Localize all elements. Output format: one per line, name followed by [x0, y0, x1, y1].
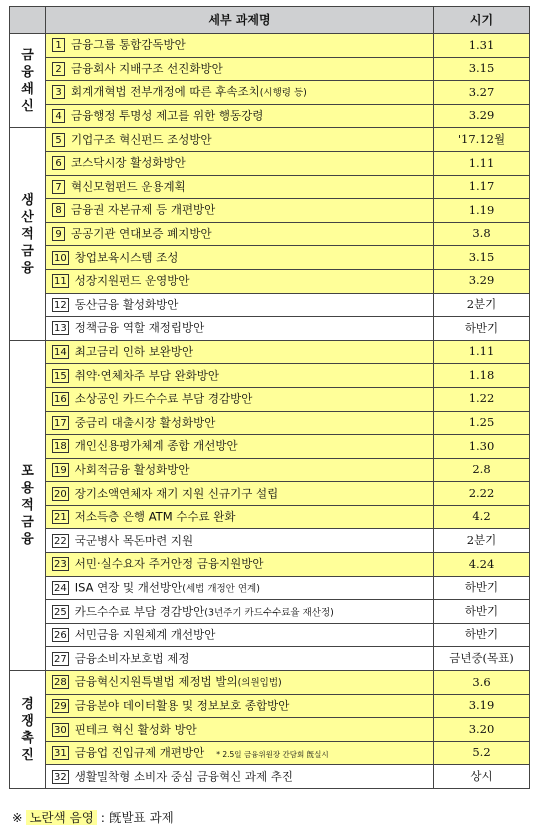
timing-cell: 3.15: [434, 246, 530, 270]
timing-cell: 1.30: [434, 435, 530, 459]
table-row: [10, 435, 530, 459]
task-number: 32: [54, 771, 67, 783]
timing-cell: 3.20: [434, 718, 530, 742]
task-number: 18: [54, 441, 67, 453]
timing-cell: 3.15: [434, 57, 530, 81]
table-row: [10, 505, 530, 529]
task-name: 동산금융 활성화방안: [74, 297, 179, 312]
task-cell: [46, 81, 434, 105]
task-cell: [46, 435, 434, 459]
task-cell: [46, 600, 434, 624]
timing-cell: 1.11: [434, 151, 530, 175]
task-cell: [46, 364, 434, 388]
table-row: [10, 458, 530, 482]
table-row: [10, 600, 530, 624]
task-number: 15: [54, 370, 67, 382]
footnote-highlight-legend: 노란색 음영: [26, 810, 96, 825]
task-cell: [46, 128, 434, 152]
timing-cell: 3.27: [434, 81, 530, 105]
table-row: [10, 317, 530, 341]
task-note: (3년주기 카드수수료율 재산정): [204, 607, 334, 619]
timing-cell: 금년중(목표): [434, 647, 530, 671]
task-number: 30: [54, 724, 67, 736]
task-cell: [46, 505, 434, 529]
task-cell: [46, 293, 434, 317]
table-row: [10, 647, 530, 671]
timing-cell: 3.6: [434, 671, 530, 695]
task-name: 창업보육시스템 조성: [74, 250, 179, 265]
table-row: [10, 364, 530, 388]
task-cell: [46, 175, 434, 199]
task-name: 금융소비자보호법 제정: [74, 651, 190, 666]
timing-cell: 1.11: [434, 340, 530, 364]
timing-cell: 2분기: [434, 293, 530, 317]
task-number: 27: [54, 653, 67, 665]
task-name: 금융분야 데이터활용 및 정보보호 종합방안: [74, 698, 290, 713]
task-name: 개인신용평가체계 종합 개선방안: [74, 438, 238, 453]
table-row: [10, 623, 530, 647]
timing-cell: 4.24: [434, 553, 530, 577]
task-number: 5: [52, 133, 65, 147]
timing-cell: 2.22: [434, 482, 530, 506]
table-row: [10, 81, 530, 105]
task-cell: [46, 246, 434, 270]
task-name: 장기소액연체자 재기 지원 신규기구 설립: [74, 486, 279, 501]
table-row: [10, 269, 530, 293]
table-row: [10, 175, 530, 199]
task-number: 13: [54, 323, 67, 335]
task-annotation: * 2.5일 금융위원장 간담회 旣실시: [216, 749, 329, 759]
table-row: [10, 529, 530, 553]
table-row: [10, 222, 530, 246]
timing-cell: '17.12월: [434, 128, 530, 152]
timing-cell: 1.25: [434, 411, 530, 435]
table-row: [10, 482, 530, 506]
task-name: 금융혁신지원특별법 제정법 발의: [74, 674, 238, 689]
task-number: 17: [54, 417, 67, 429]
task-cell: [46, 340, 434, 364]
task-number: 20: [54, 488, 67, 500]
task-number: 14: [54, 347, 67, 359]
timing-cell: 하반기: [434, 600, 530, 624]
task-number: 19: [54, 464, 67, 476]
task-table: [9, 6, 530, 789]
task-number: 1: [52, 38, 65, 52]
task-cell: [46, 741, 434, 765]
timing-cell: 1.22: [434, 387, 530, 411]
task-number: 21: [54, 512, 67, 524]
task-number: 3: [52, 85, 65, 99]
task-cell: [46, 151, 434, 175]
group-label-text: 생산적금융: [21, 192, 34, 276]
table-row: [10, 576, 530, 600]
table-row: [10, 57, 530, 81]
task-number: 4: [52, 109, 65, 123]
table-row: [10, 694, 530, 718]
task-name: 회계개혁법 전부개정에 따른 후속조치: [71, 84, 260, 99]
table-header-row: [10, 7, 530, 34]
table-row: [10, 246, 530, 270]
task-name: 금융업 진입규제 개편방안: [74, 745, 205, 760]
task-number: 8: [52, 203, 65, 217]
timing-cell: 3.8: [434, 222, 530, 246]
task-cell: [46, 647, 434, 671]
task-name: 금융그룹 통합감독방안: [71, 37, 186, 52]
timing-cell: 1.18: [434, 364, 530, 388]
task-name: 기업구조 혁신펀드 조성방안: [71, 132, 212, 147]
footnote-suffix: : 旣발표 과제: [96, 810, 174, 825]
table-row: [10, 293, 530, 317]
timing-cell: 하반기: [434, 576, 530, 600]
task-name: 서민금융 지원체계 개선방안: [74, 627, 216, 642]
task-name: 금융행정 투명성 제고를 위한 행동강령: [71, 108, 264, 123]
timing-cell: 3.19: [434, 694, 530, 718]
task-cell: [46, 104, 434, 128]
task-name: 공공기관 연대보증 폐지방안: [71, 226, 212, 241]
header-task: 세부 과제명: [46, 7, 434, 34]
task-number: 6: [52, 156, 65, 170]
task-number: 7: [52, 180, 65, 194]
table-row: [10, 765, 530, 789]
timing-cell: 1.31: [434, 34, 530, 58]
task-name: 카드수수료 부담 경감방안: [74, 604, 205, 619]
task-cell: [46, 529, 434, 553]
task-name: 혁신모험펀드 운용계획: [71, 179, 186, 194]
task-cell: [46, 694, 434, 718]
task-name: 금융권 자본규제 등 개편방안: [71, 202, 216, 217]
task-name: 최고금리 인하 보완방안: [74, 344, 194, 359]
task-cell: [46, 671, 434, 695]
task-name: 생활밀착형 소비자 중심 금융혁신 과제 추진: [74, 769, 293, 784]
timing-cell: 4.2: [434, 505, 530, 529]
task-note: (의원입법): [237, 677, 282, 689]
task-number: 16: [54, 394, 67, 406]
task-cell: [46, 718, 434, 742]
task-table-container: [9, 6, 529, 789]
group-label-text: 금융쇄신: [21, 47, 34, 114]
task-cell: [46, 199, 434, 223]
task-number: 22: [54, 535, 67, 547]
timing-cell: 1.17: [434, 175, 530, 199]
table-row: [10, 671, 530, 695]
group-label: [10, 340, 46, 670]
timing-cell: 5.2: [434, 741, 530, 765]
task-number: 26: [54, 630, 67, 642]
task-name: 서민·실수요자 주거안정 금융지원방안: [74, 556, 264, 571]
timing-cell: 하반기: [434, 623, 530, 647]
task-note: (세법 개정안 연계): [182, 583, 260, 595]
task-name: 사회적금융 활성화방안: [74, 462, 190, 477]
task-note: (시행령 등): [259, 87, 307, 99]
task-name: 저소득층 은행 ATM 수수료 완화: [74, 509, 236, 524]
task-cell: [46, 411, 434, 435]
table-row: [10, 128, 530, 152]
task-number: 29: [54, 700, 67, 712]
timing-cell: 1.19: [434, 199, 530, 223]
table-row: [10, 553, 530, 577]
task-cell: [46, 387, 434, 411]
table-row: [10, 34, 530, 58]
task-number: 31: [54, 748, 67, 760]
task-cell: [46, 765, 434, 789]
task-cell: [46, 222, 434, 246]
footnote-prefix: ※: [12, 810, 27, 825]
task-cell: [46, 482, 434, 506]
task-name: 금융회사 지배구조 선진화방안: [71, 61, 223, 76]
group-label: [10, 671, 46, 789]
task-number: 11: [54, 276, 67, 288]
task-name: 핀테크 혁신 활성화 방안: [74, 722, 197, 737]
timing-cell: 3.29: [434, 104, 530, 128]
task-number: 28: [54, 677, 67, 689]
task-cell: [46, 34, 434, 58]
task-number: 12: [54, 299, 67, 311]
task-number: 9: [52, 227, 65, 241]
footnote: [12, 808, 174, 826]
task-cell: [46, 57, 434, 81]
group-label: [10, 128, 46, 340]
header-group-cell: [10, 7, 46, 34]
task-number: 2: [52, 62, 65, 76]
table-row: [10, 718, 530, 742]
table-row: [10, 387, 530, 411]
table-row: [10, 741, 530, 765]
table-body: [10, 34, 530, 789]
timing-cell: 상시: [434, 765, 530, 789]
task-name: 성장지원펀드 운영방안: [74, 273, 190, 288]
task-name: ISA 연장 및 개선방안: [74, 580, 183, 595]
task-cell: [46, 269, 434, 293]
timing-cell: 3.29: [434, 269, 530, 293]
task-number: 23: [54, 559, 67, 571]
group-label-text: 경쟁촉진: [21, 696, 34, 763]
table-row: [10, 199, 530, 223]
task-cell: [46, 576, 434, 600]
task-name: 소상공인 카드수수료 부담 경감방안: [74, 391, 253, 406]
group-label: [10, 34, 46, 128]
task-cell: [46, 623, 434, 647]
header-timing: 시기: [434, 7, 530, 34]
task-number: 25: [54, 606, 67, 618]
task-number: 10: [54, 252, 67, 264]
table-row: [10, 104, 530, 128]
task-name: 코스닥시장 활성화방안: [71, 155, 186, 170]
task-name: 중금리 대출시장 활성화방안: [74, 415, 216, 430]
group-label-text: 포용적금융: [21, 463, 34, 547]
task-name: 정책금융 역할 재정립방안: [74, 320, 205, 335]
task-name: 취약·연체차주 부담 완화방안: [74, 368, 220, 383]
timing-cell: 2분기: [434, 529, 530, 553]
table-row: [10, 151, 530, 175]
timing-cell: 2.8: [434, 458, 530, 482]
task-name: 국군병사 목돈마련 지원: [74, 533, 194, 548]
table-row: [10, 411, 530, 435]
task-cell: [46, 317, 434, 341]
task-cell: [46, 458, 434, 482]
timing-cell: 하반기: [434, 317, 530, 341]
table-row: [10, 340, 530, 364]
task-cell: [46, 553, 434, 577]
task-number: 24: [54, 582, 67, 594]
